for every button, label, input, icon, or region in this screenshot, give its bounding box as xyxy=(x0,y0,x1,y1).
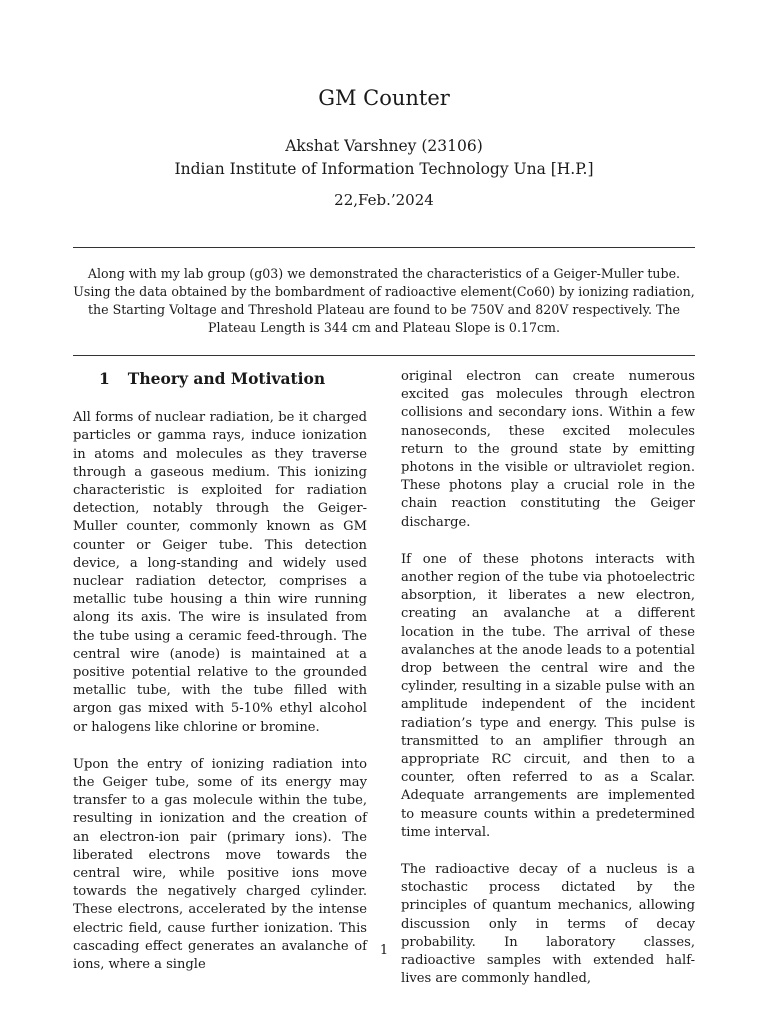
paragraph: Upon the entry of ionizing radiation into the Geiger tube, some of its energy may transfer to a gas molecule within the tube, resulting in ionization and the creation of an electron-ion pair (primary ions). The liberated electrons move towards the central wire, while positive ions move towards the negatively charged cylinder. These electrons, accelerated by the intense electric field, cause further ionization. This cascading effect generates an avalanche of ions, where a single xyxy=(73,756,367,973)
section-title: Theory and Motivation xyxy=(127,369,326,388)
abstract-top-rule xyxy=(73,247,695,248)
paragraph: original electron can create numerous excited gas molecules through electron collisions and secondary ions. Within a few nanoseconds, these excited molecules return to the ground state by emitting photons in the visible or ultraviolet region. These photons play a crucial role in the chain reaction constituting the Geiger discharge. xyxy=(401,369,695,530)
paragraph: All forms of nuclear radiation, be it charged particles or gamma rays, induce ionization in atoms and molecules as they traverse through a gaseous medium. This ionizing characteristic is exploited for radiation detection, notably through the Geiger-Muller counter, commonly known as GM counter or Geiger tube. This detection device, a long-standing and widely used nuclear radiation detector, comprises a metallic tube housing a thin wire running along its axis. The wire is insulated from the tube using a ceramic feed-through. The central wire (anode) is maintained at a positive potential relative to the grounded metallic tube, with the tube filled with argon gas mixed with 5-10% ethyl alcohol or halogens like chlorine or bromine. xyxy=(73,410,367,735)
abstract-bottom-rule xyxy=(73,355,695,356)
abstract: Along with my lab group (g03) we demonstrated the characteristics of a Geiger-Muller tube. Using the data obtained by the bombardment of radioactive element(Co60) by ionizing radiation, the Starting Voltage and Threshold Plateau are found to be 750V and 820V respectively. The Plateau Length is 344 cm and Plateau Slope is 0.17cm. xyxy=(73,266,695,335)
right-column xyxy=(401,368,695,1008)
left-column xyxy=(73,368,367,993)
section-number: 1 xyxy=(99,369,110,388)
paper-title: GM Counter xyxy=(318,86,450,110)
paragraph: If one of these photons interacts with another region of the tube via photoelectric absorption, it liberates a new electron, creating an avalanche at a different location in the tube. The arrival of these avalanches at the anode leads to a potential drop between the central wire and the cylinder, resulting in a sizable pulse with an amplitude independent of the incident radiation’s type and energy. This pulse is transmitted to an amplifier through an appropriate RC circuit, and then to a counter, often referred to as a Scalar. Adequate arrangements are implemented to measure counts within a predetermined time interval. xyxy=(401,551,695,840)
author-block xyxy=(0,135,768,181)
section-heading xyxy=(99,370,367,388)
affiliation: Indian Institute of Information Technology Una [H.P.] xyxy=(174,160,594,178)
paper-date: 22,Feb.’2024 xyxy=(334,191,434,209)
page-number: 1 xyxy=(379,943,389,958)
author-name: Akshat Varshney (23106) xyxy=(285,137,483,155)
paragraph: The radioactive decay of a nucleus is a stochastic process dictated by the principles of quantum mechanics, allowing discussion only in terms of decay probability. In laboratory classes, radioactive samples with extended half-lives are commonly handled, xyxy=(401,862,695,987)
